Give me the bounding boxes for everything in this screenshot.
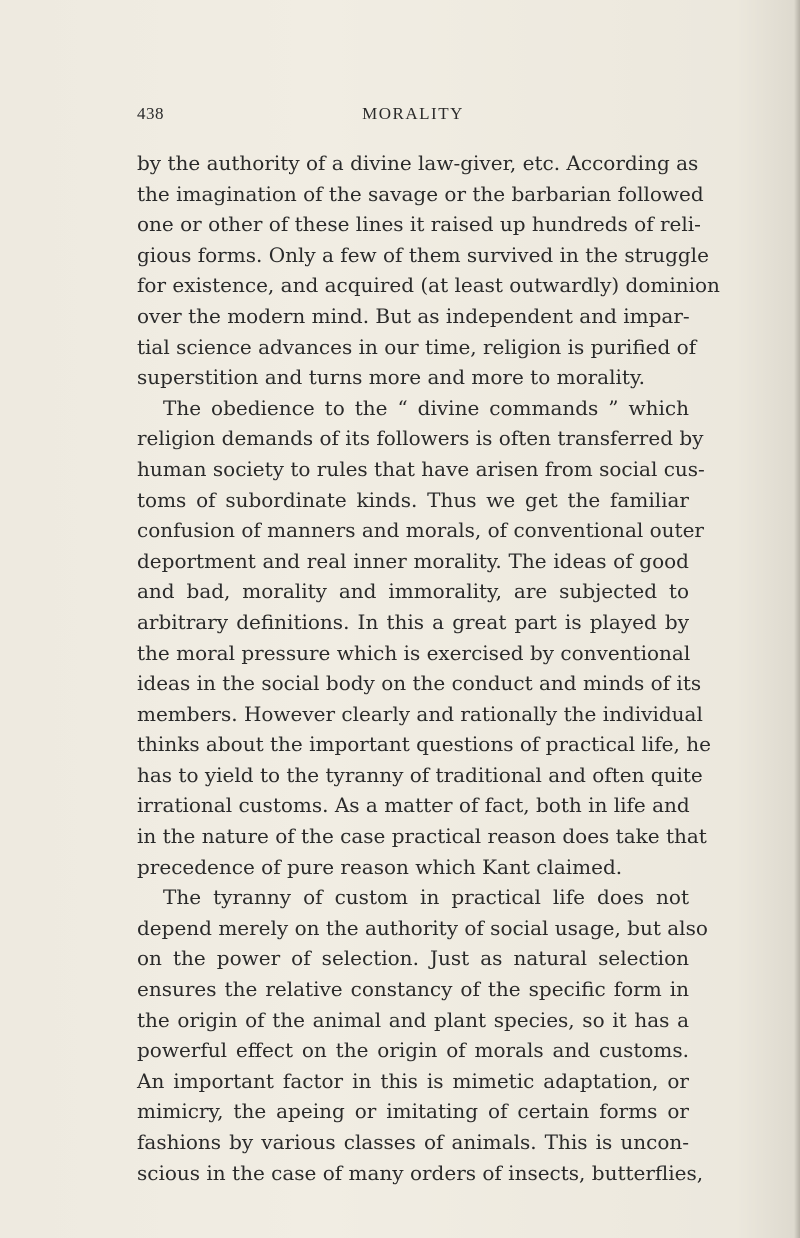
text-line: the imagination of the savage or the barbarian followed xyxy=(137,181,704,206)
text-line: religion demands of its followers is often transferred by xyxy=(137,426,704,451)
text-line: on the power of selection. Just as natural selection xyxy=(137,946,689,971)
running-head: MORALITY xyxy=(362,104,464,123)
text-line: superstition and turns more and more to morality. xyxy=(137,365,645,390)
text-line: irrational customs. As a matter of fact, both in life and xyxy=(137,793,690,818)
text-line: has to yield to the tyranny of traditional and often quite xyxy=(137,762,703,787)
paragraph-start-line: The obedience to the “ divine commands ” which xyxy=(163,395,689,420)
text-line: tial science advances in our time, religion is purified of xyxy=(137,334,697,359)
text-line: deportment and real inner morality. The ideas of good xyxy=(137,548,689,573)
text-line: by the authority of a divine law-giver, etc. According as xyxy=(137,151,699,175)
page-header xyxy=(137,104,689,128)
paragraph-start-line: The tyranny of custom in practical life does not xyxy=(163,885,689,910)
text-line: members. However clearly and rationally the individual xyxy=(137,701,703,726)
text-line: for existence, and acquired (at least outwardly) dominion xyxy=(137,273,720,298)
text-line: human society to rules that have arisen from social cus- xyxy=(137,456,705,481)
text-line: thinks about the important questions of practical life, he xyxy=(137,732,711,757)
text-line: and bad, morality and immorality, are subjected to xyxy=(137,579,689,604)
text-line: ensures the relative constancy of the specific form in xyxy=(137,977,689,1002)
text-line: arbitrary definitions. In this a great part is played by xyxy=(137,609,689,634)
text-line: toms of subordinate kinds. Thus we get the familiar xyxy=(137,487,689,512)
text-line: powerful effect on the origin of morals and customs. xyxy=(137,1038,689,1063)
page-number: 438 xyxy=(137,104,164,123)
text-line: over the modern mind. But as independent and impar- xyxy=(137,303,690,328)
page-edge-shadow xyxy=(794,0,800,1238)
text-line: in the nature of the case practical reason does take that xyxy=(137,824,707,849)
text-line: confusion of manners and morals, of conventional outer xyxy=(137,518,704,543)
text-line: ideas in the social body on the conduct and minds of its xyxy=(137,671,702,696)
text-line: fashions by various classes of animals. This is uncon- xyxy=(137,1130,689,1154)
body-text xyxy=(137,148,720,1188)
text-line: An important factor in this is mimetic adaptation, or xyxy=(137,1068,689,1093)
text-line: depend merely on the authority of social usage, but also xyxy=(137,915,708,940)
text-line: the origin of the animal and plant species, so it has a xyxy=(137,1007,689,1032)
text-line: scious in the case of many orders of insects, butterflies, xyxy=(137,1160,704,1185)
text-line: precedence of pure reason which Kant claimed. xyxy=(137,854,623,879)
text-line: the moral pressure which is exercised by conventional xyxy=(137,640,691,665)
text-line: one or other of these lines it raised up hundreds of reli- xyxy=(137,212,701,237)
text-line: mimicry, the apeing or imitating of certain forms or xyxy=(137,1099,689,1124)
text-line: gious forms. Only a few of them survived in the struggle xyxy=(137,242,709,267)
